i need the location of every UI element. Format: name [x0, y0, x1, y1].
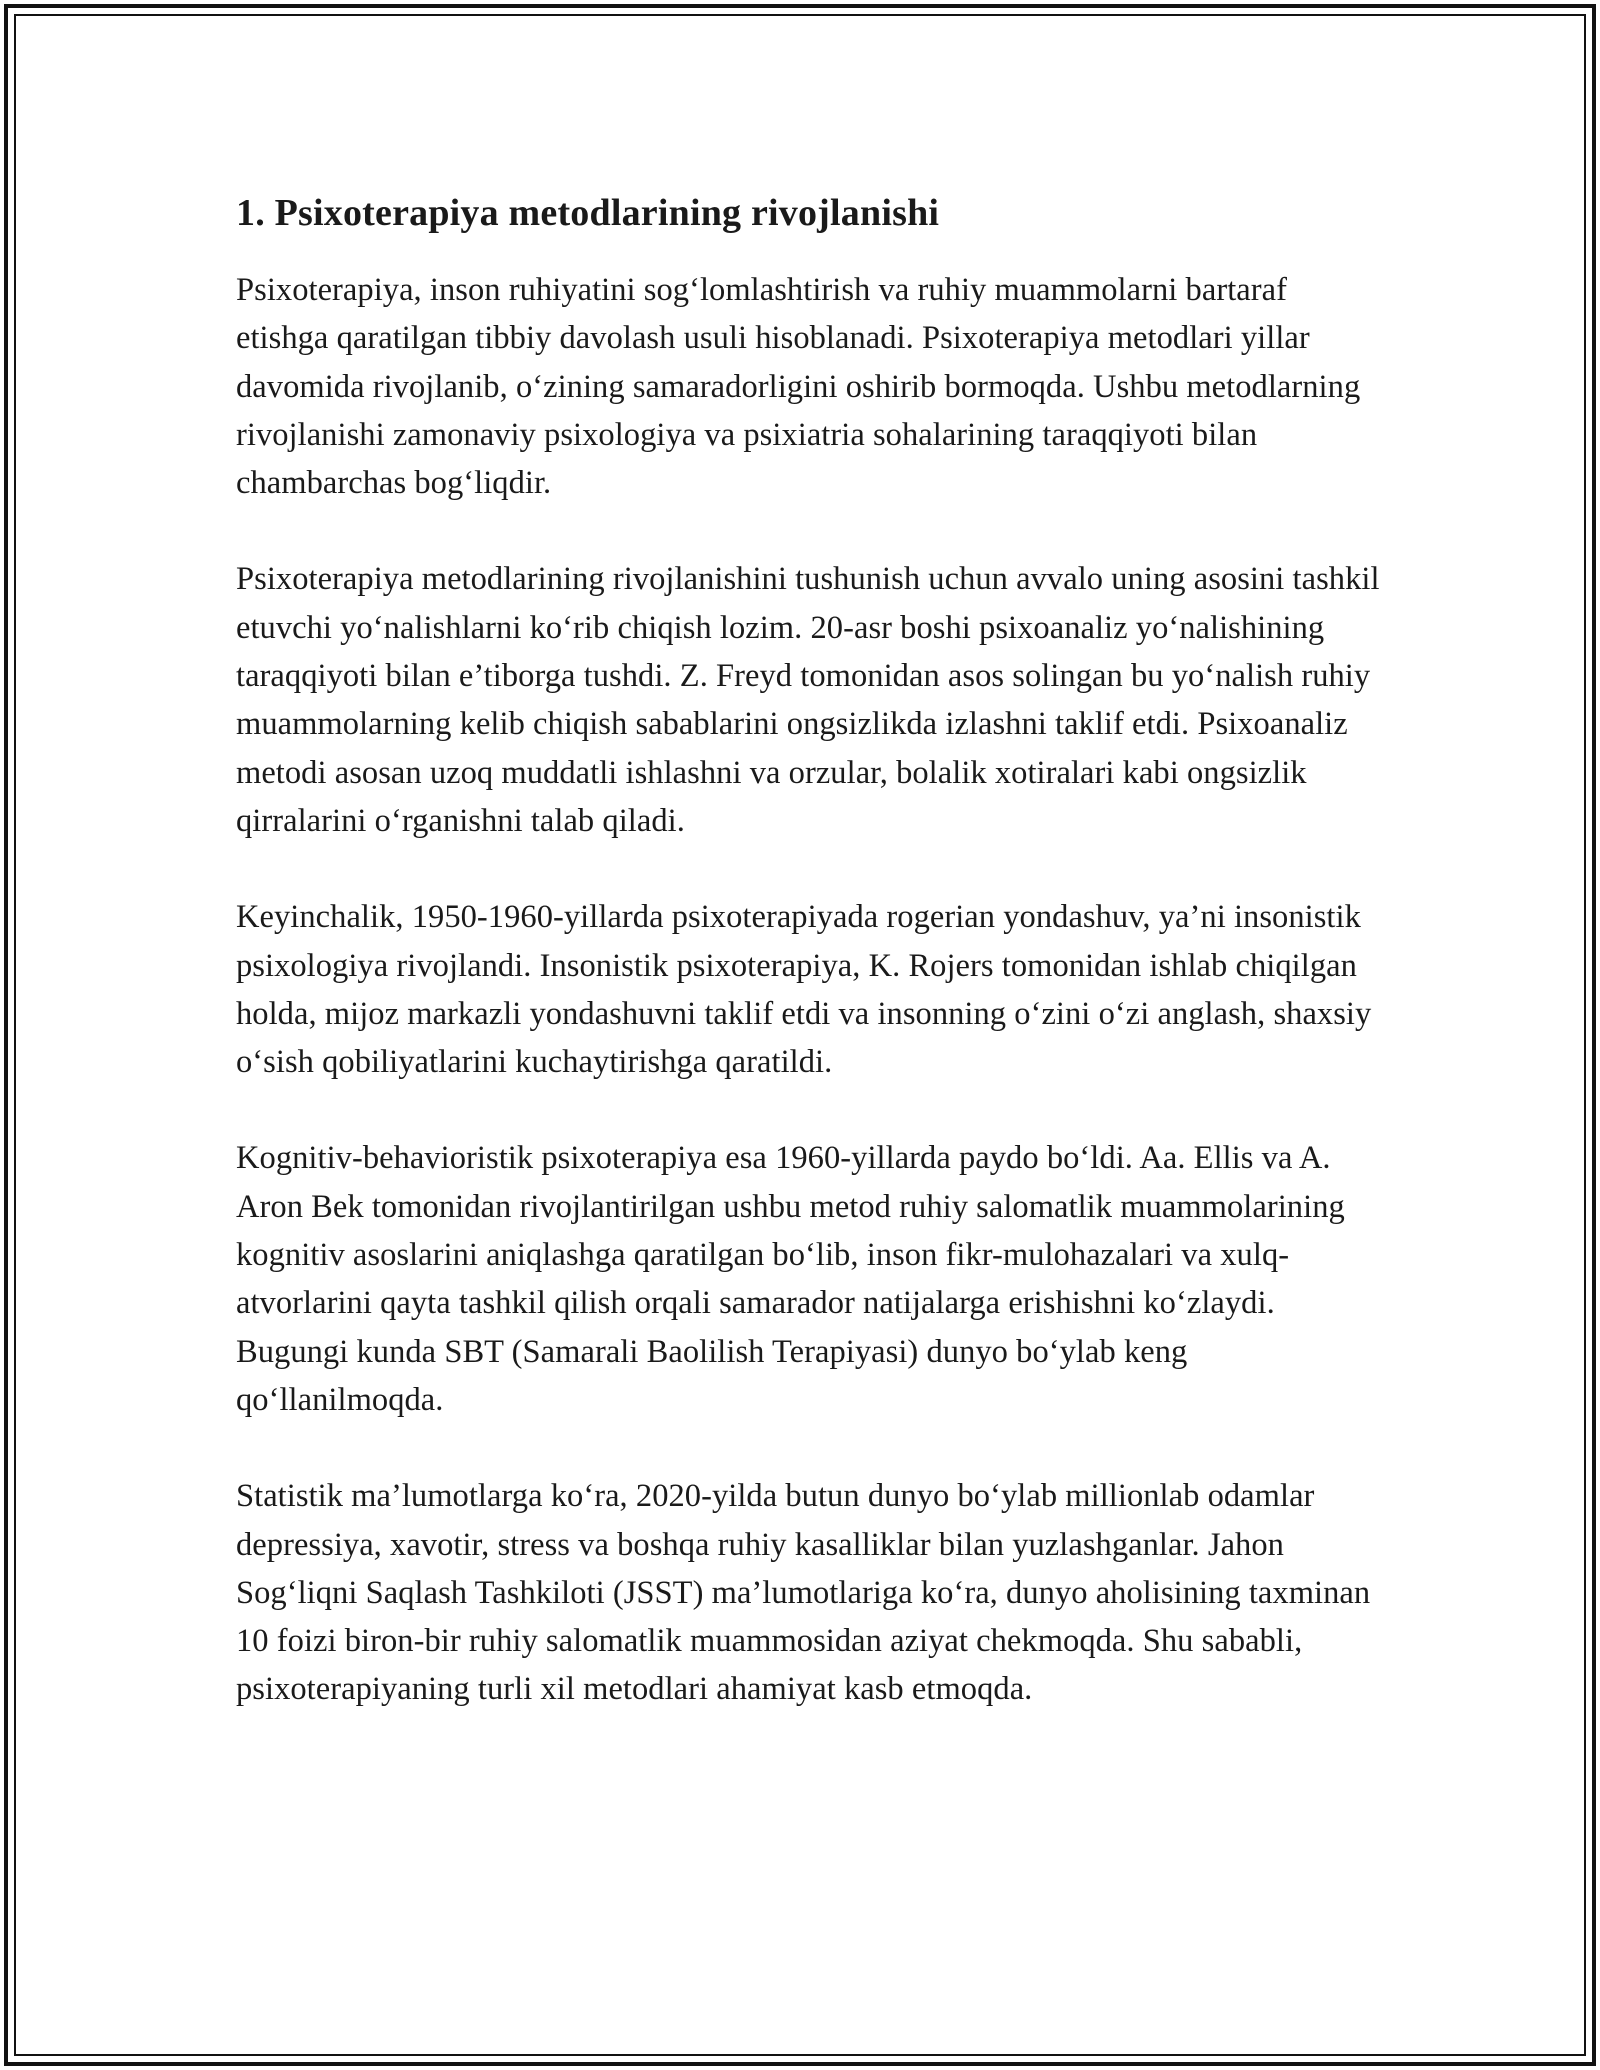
paragraph-2: Psixoterapiya metodlarining rivojlanishini tushunish uchun avvalo uning asosini tashkil etuvchi yo‘nalishlarni ko‘rib chiqish lozim. 20-asr boshi psixoanaliz yo‘nalishining taraqqiyoti bilan e’tiborga tushdi. Z. Freyd tomonidan asos solingan bu yo‘nalish ruhiy muammolarning kelib chiqish sabablarini ongsizlikda izlashni taklif etdi. Psixoanaliz metodi asosan uzoq muddatli ishlashni va orzular, bolalik xotiralari kabi ongsizlik qirralarini o‘rganishni talab qiladi.: [236, 561, 1380, 839]
document-body: [236, 186, 1386, 1762]
paragraph-1: Psixoterapiya, inson ruhiyatini sog‘lomlashtirish va ruhiy muammolarni bartaraf etishga qaratilgan tibbiy davolash usuli hisoblanadi. Psixoterapiya metodlari yillar davomida rivojlanib, o‘zining samaradorligini oshirib bormoqda. Ushbu metodlarning rivojlanishi zamonaviy psixologiya va psixiatria sohalarining taraqqiyoti bilan chambarchas bog‘liqdir.: [236, 272, 1361, 502]
paragraph-4: Kognitiv-behavioristik psixoterapiya esa 1960-yillarda paydo bo‘ldi. Aa. Ellis va A. Aron Bek tomonidan rivojlantirilgan ushbu metod ruhiy salomatlik muammolarining kognitiv asoslarini aniqlashga qaratilgan bo‘lib, inson fikr-mulohazalari va xulq-atvorlarini qayta tashkil qilish orqali samarador natijalarga erishishni ko‘zlaydi. Bugungi kunda SBT (Samarali Baolilish Terapiyasi) dunyo bo‘ylab keng qo‘llanilmoqda.: [236, 1140, 1345, 1418]
paragraph-5: Statistik ma’lumotlarga ko‘ra, 2020-yilda butun dunyo bo‘ylab millionlab odamlar depressiya, xavotir, stress va boshqa ruhiy kasalliklar bilan yuzlashganlar. Jahon Sog‘liqni Saqlash Tashkiloti (JSST) ma’lumotlariga ko‘ra, dunyo aholisining taxminan 10 foizi biron-bir ruhiy salomatlik muammosidan aziyat chekmoqda. Shu sababli, psixoterapiyaning turli xil metodlari ahamiyat kasb etmoqda.: [236, 1478, 1371, 1708]
paragraph-3: Keyinchalik, 1950-1960-yillarda psixoterapiyada rogerian yondashuv, ya’ni insonistik psixologiya rivojlandi. Insonistik psixoterapiya, K. Rojers tomonidan ishlab chiqilgan holda, mijoz markazli yondashuvni taklif etdi va insonning o‘zini o‘zi anglash, shaxsiy o‘sish qobiliyatlarini kuchaytirishga qaratildi.: [236, 899, 1372, 1081]
document-title: 1. Psixoterapiya metodlarining rivojlanishi: [236, 192, 940, 234]
